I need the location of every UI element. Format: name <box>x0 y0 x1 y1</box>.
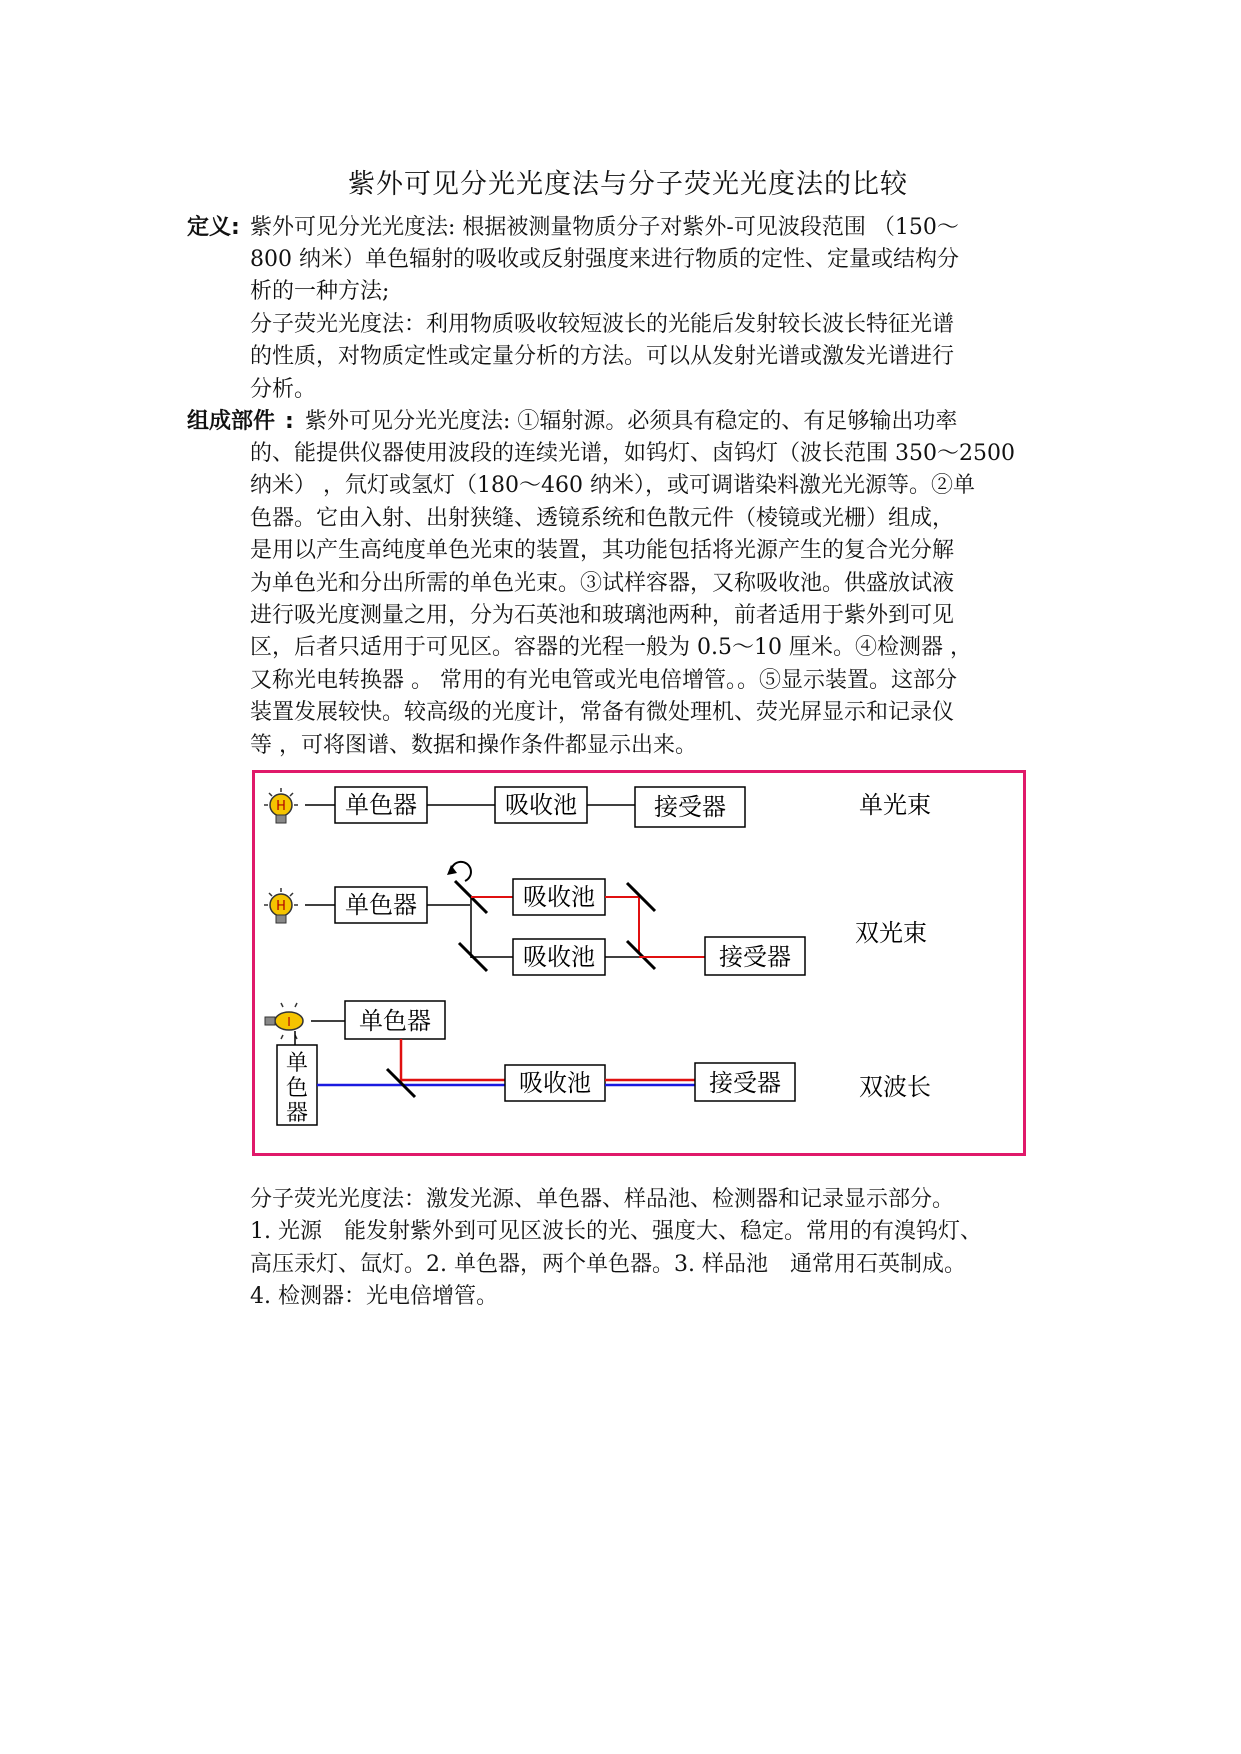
definition-section <box>187 212 1057 244</box>
monochromator-label: 单色器 <box>359 1007 431 1035</box>
definition-uv-line: 析的一种方法; <box>250 279 390 305</box>
detector-label: 接受器 <box>709 1069 781 1097</box>
cell-label-bottom: 吸收池 <box>523 943 595 971</box>
components-line: 紫外可见分光光度法: ①辐射源。必须具有稳定的、有足够输出功率 <box>305 409 958 434</box>
components-sep: : <box>285 409 294 434</box>
components-section <box>187 406 1057 438</box>
row-dual-wavelength <box>265 1001 931 1126</box>
definition-sep: : <box>231 215 240 240</box>
definition-uv-line: 紫外可见分光光度法: 根据被测量物质分子对紫外-可见波段范围 （150～ <box>250 215 959 240</box>
monochromator-vertical-char: 器 <box>285 1101 309 1126</box>
fluorescence-line: 4. 检测器：光电倍增管。 <box>250 1284 498 1310</box>
definition-term: 定义 <box>187 215 232 240</box>
detector-label: 接受器 <box>654 793 726 821</box>
components-line: 进行吸光度测量之用，分为石英池和玻璃池两种，前者适用于紫外到可见 <box>250 603 955 629</box>
lamp-icon <box>264 888 298 923</box>
definition-uv-line: 800 纳米）单色辐射的吸收或反射强度来进行物质的定性、定量或结构分 <box>250 247 959 272</box>
definition-continued <box>250 244 1060 406</box>
components-line: 区，后者只适用于可见区。容器的光程一般为 0.5～10 厘米。④检测器 ， <box>250 635 972 661</box>
detector-label: 接受器 <box>719 943 791 971</box>
single-beam-label: 单光束 <box>859 791 931 819</box>
fluorescence-line: 分子荧光光度法：激发光源、单色器、样品池、检测器和记录显示部分。 <box>250 1187 955 1212</box>
lamp-icon <box>264 788 298 823</box>
components-line: 为单色光和分出所需的单色光束。③试样容器，又称吸收池。供盛放试液 <box>250 570 955 596</box>
cell-label: 吸收池 <box>505 791 577 819</box>
monochromator-vertical-char: 色 <box>285 1076 309 1101</box>
definition-fl-line: 分析。 <box>250 376 317 402</box>
fluorescence-section <box>250 1184 1060 1314</box>
components-line: 纳米） ，氘灯或氢灯（180～460 纳米），或可调谐染料激光光源等。②单 <box>250 473 975 499</box>
cell-label-top: 吸收池 <box>523 883 595 911</box>
components-term: 组成部件 <box>187 409 276 434</box>
row-double-beam <box>264 862 927 975</box>
double-beam-label: 双光束 <box>855 919 927 947</box>
components-line: 是用以产生高纯度单色光束的装置，其功能包括将光源产生的复合光分解 <box>250 538 955 564</box>
components-continued <box>250 438 1060 762</box>
mirror-bottom-right <box>627 941 655 969</box>
row-single-beam <box>264 787 931 827</box>
components-line: 色器。它由入射、出射狭缝、透镜系统和色散元件（棱镜或光栅）组成， <box>250 505 955 531</box>
svg-text:I: I <box>287 1015 291 1029</box>
diagram-svg: H 单色器 吸收池 接受器 单光束 单色器 吸收池 吸收池 接受器 双光束 I 单色器 单 色 器 吸收池 接受器 双波长 <box>250 767 931 1126</box>
lamp-icon <box>265 1003 303 1039</box>
monochromator-label: 单色器 <box>345 791 417 819</box>
page-title: 紫外可见分光光度法与分子荧光光度法的比较 <box>348 169 908 200</box>
fluorescence-line: 高压汞灯、氙灯。2. 单色器，两个单色器。3. 样品池 通常用石英制成。 <box>250 1251 966 1277</box>
components-line: 装置发展较快。较高级的光度计，常备有微处理机、荧光屏显示和记录仪 <box>250 700 955 726</box>
spectrophotometer-diagram <box>250 767 1026 1156</box>
fluorescence-line: 1. 光源 能发射紫外到可见区波长的光、强度大、稳定。常用的有溴钨灯、 <box>250 1219 982 1245</box>
definition-fl-line: 的性质，对物质定性或定量分析的方法。可以从发射光谱或激发光谱进行 <box>250 344 955 370</box>
monochromator-vertical-char: 单 <box>285 1051 309 1076</box>
dual-wavelength-label: 双波长 <box>859 1073 931 1101</box>
components-line: 等 ，可将图谱、数据和操作条件都显示出来。 <box>250 732 697 758</box>
components-line: 又称光电转换器 。 常用的有光电管或光电倍增管。。⑤显示装置。这部分 <box>250 667 957 693</box>
definition-fl-line: 分子荧光光度法：利用物质吸收较短波长的光能后发射较长波长特征光谱 <box>250 311 955 337</box>
monochromator-label: 单色器 <box>345 891 417 919</box>
cell-label: 吸收池 <box>519 1069 591 1097</box>
components-line: 的、能提供仪器使用波段的连续光谱，如钨灯、卤钨灯（波长范围 350～2500 <box>250 441 1015 466</box>
